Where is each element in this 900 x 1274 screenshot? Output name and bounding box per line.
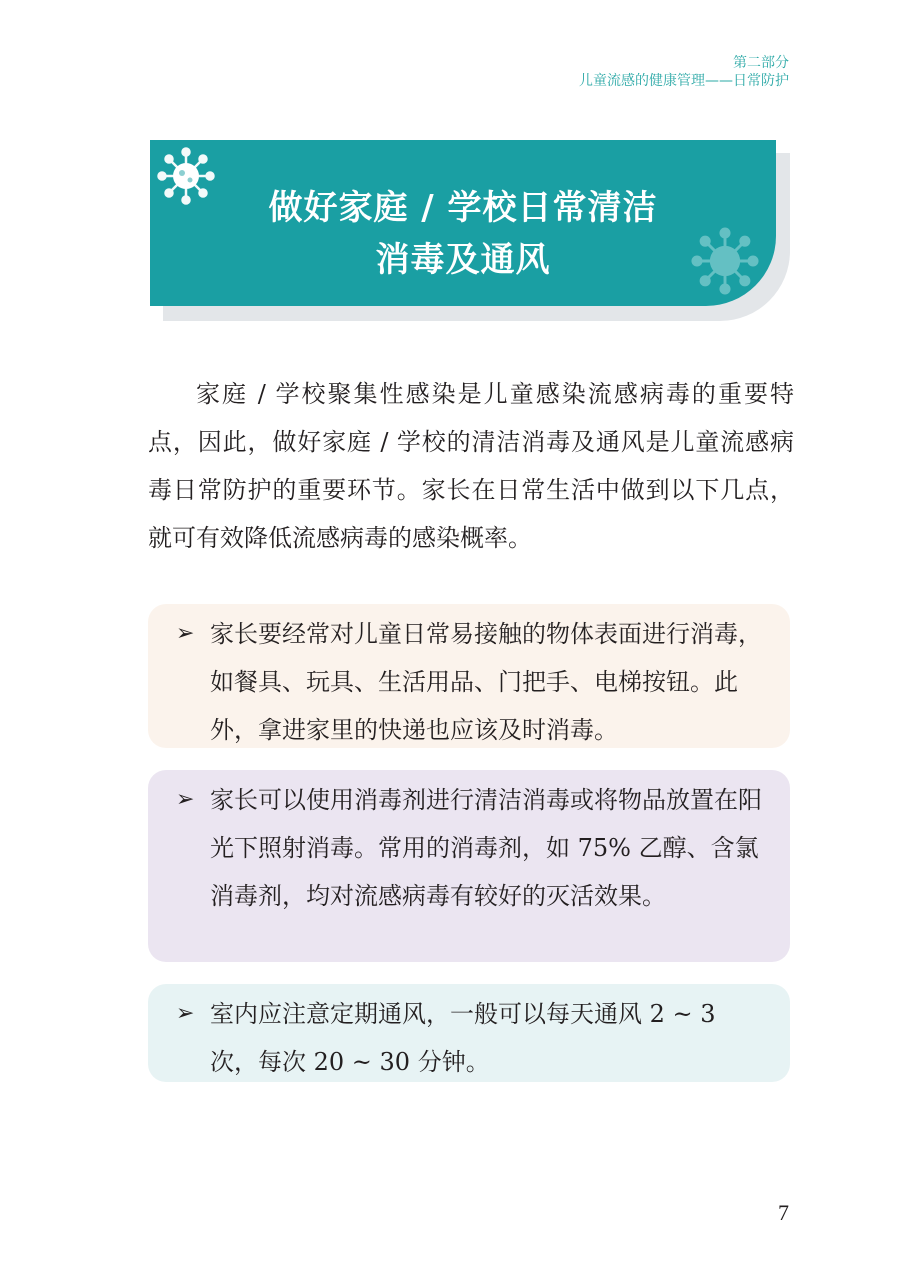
tip-card-disinfectant xyxy=(148,770,790,962)
tip-text: 家长要经常对儿童日常易接触的物体表面进行消毒，如餐具、玩具、生活用品、门把手、电梯按钮。此外，拿进家里的快递也应该及时消毒。 xyxy=(210,620,762,744)
arrow-bullet-icon: ➢ xyxy=(176,787,195,812)
page-title xyxy=(150,182,776,286)
title-banner xyxy=(150,140,776,306)
running-header xyxy=(579,54,789,90)
tip-card-ventilation xyxy=(148,984,790,1082)
intro-paragraph xyxy=(148,370,794,562)
page-number: 7 xyxy=(778,1200,789,1225)
title-line-1: 做好家庭 / 学校日常清洁 xyxy=(268,188,658,228)
tip-text: 家长可以使用消毒剂进行清洁消毒或将物品放置在阳光下照射消毒。常用的消毒剂，如 75% 乙醇、含氯消毒剂，均对流感病毒有较好的灭活效果。 xyxy=(210,786,762,910)
title-line-2: 消毒及通风 xyxy=(375,240,551,280)
arrow-bullet-icon: ➢ xyxy=(176,1001,195,1026)
intro-text: 家庭 / 学校聚集性感染是儿童感染流感病毒的重要特点，因此，做好家庭 / 学校的清洁消毒及通风是儿童流感病毒日常防护的重要环节。家长在日常生活中做到以下几点，就可有效降低流感病毒的感染概率。 xyxy=(148,380,794,552)
header-chapter: 儿童流感的健康管理——日常防护 xyxy=(579,73,789,89)
arrow-bullet-icon: ➢ xyxy=(176,621,195,646)
tip-card-disinfect-surfaces xyxy=(148,604,790,748)
tip-text: 室内应注意定期通风，一般可以每天通风 2 ~ 3 次，每次 20 ~ 30 分钟。 xyxy=(210,1000,716,1076)
header-section: 第二部分 xyxy=(733,55,789,71)
